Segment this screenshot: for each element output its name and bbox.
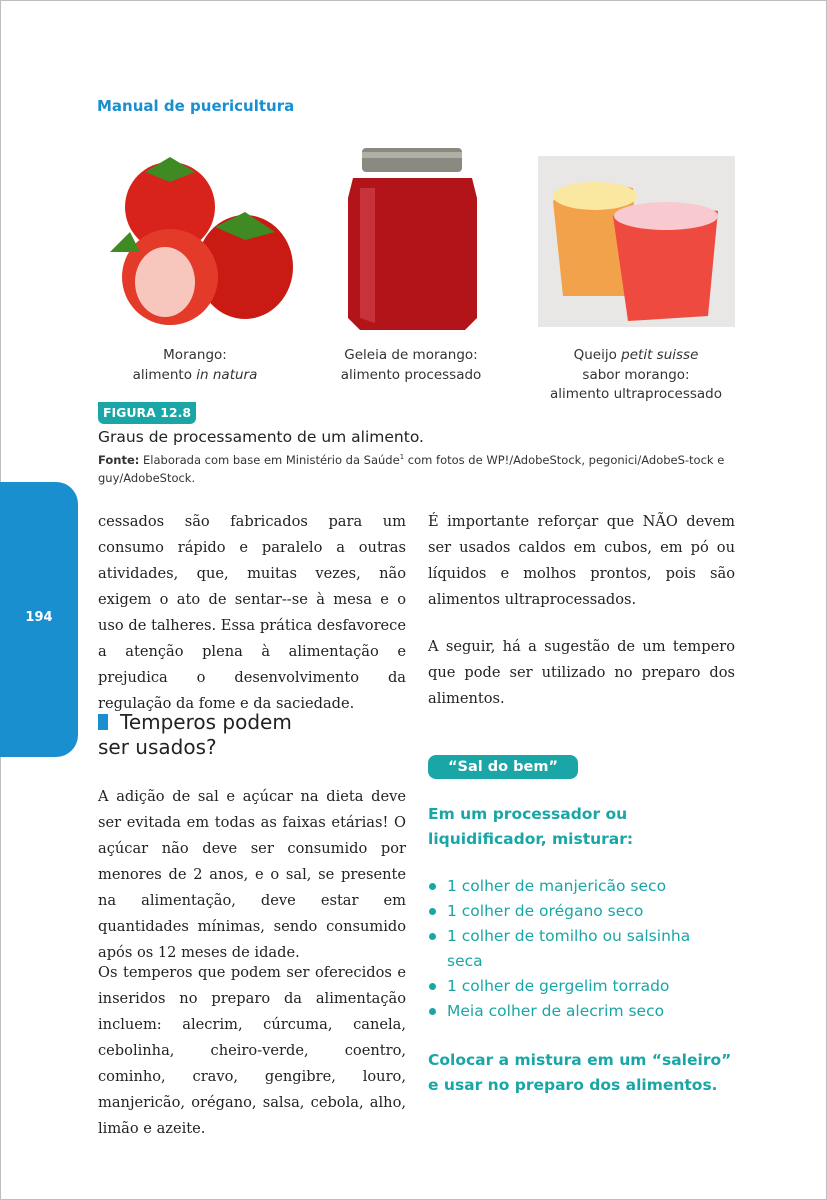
ingredient-list [428, 874, 728, 1024]
right-paragraph-2: A seguir, há a sugestão de um tempero que pode ser utilizado no preparo dos alimentos. [428, 638, 735, 707]
ingredient-text: 1 colher de gergelim torrado [447, 977, 670, 995]
bullet-icon [429, 933, 436, 940]
ingredient-text: 1 colher de orégano seco [447, 902, 644, 920]
list-item [428, 874, 728, 899]
recipe-badge: “Sal do bem” [428, 755, 578, 779]
ingredient-text: Meia colher de alecrim seco [447, 1002, 665, 1020]
caption-queijo [526, 346, 746, 405]
caption-line: Morango: [163, 347, 227, 363]
list-item [428, 924, 717, 974]
bullet-icon [429, 908, 436, 915]
bullet-icon [429, 1008, 436, 1015]
page-number: 194 [25, 610, 53, 625]
bullet-icon [429, 883, 436, 890]
figure-badge: FIGURA 12.8 [98, 402, 196, 424]
left-paragraph-1: cessados são fabricados para um consumo rápido e paralelo a outras atividades, que, muitas vezes, não exigem o ato de sentar--se à mesa e o uso de talheres. Essa prática desfavorece a atenção plena à alimentação e prejudica o desenvolvimento da regulação da fome e da saciedade. [98, 513, 406, 712]
recipe-intro: Em um processador ou liquidificador, misturar: [428, 805, 634, 848]
running-title: Manual de puericultura [97, 97, 295, 115]
list-item [428, 899, 728, 924]
strawberries-image [100, 152, 295, 327]
caption-line: Geleia de morango: [344, 347, 478, 363]
caption-line [85, 366, 305, 386]
figure-source [98, 448, 738, 487]
caption-geleia [301, 346, 521, 385]
list-item [428, 999, 728, 1024]
caption-line: alimento processado [340, 366, 482, 383]
list-item [428, 974, 728, 999]
left-paragraph-3: Os temperos que podem ser oferecidos e inseridos no preparo da alimentação incluem: alecrim, cúrcuma, canela, cebolinha, cheiro-verde, coentro, cominho, cravo, gengibre, louro, manjericão, orégano, salsa, cebola, alho, limão e azeite. [98, 964, 406, 1137]
recipe-closing: Colocar a mistura em um “saleiro” e usar no preparo dos alimentos. [428, 1051, 732, 1094]
heading-line: ser usados? [98, 735, 217, 759]
caption-line: sabor morango: [582, 366, 690, 383]
heading-marker-icon [98, 714, 108, 730]
caption-text: alimento [132, 366, 197, 383]
right-paragraph-1: É importante reforçar que NÃO devem ser usados caldos em cubos, em pó ou líquidos e molhos prontos, pois são alimentos ultraprocessados. [428, 513, 735, 608]
caption-line [526, 346, 746, 366]
source-text: com fotos de WP!/AdobeStock, pegonici/AdobeS-tock e guy/AdobeStock. [98, 452, 725, 485]
footnote-ref[interactable]: 1 [399, 453, 405, 461]
jam-jar-image [345, 148, 480, 333]
source-label: Fonte: [98, 452, 140, 467]
caption-italic: petit suisse [621, 347, 699, 363]
section-heading [98, 710, 292, 760]
bullet-icon [429, 983, 436, 990]
ingredient-text: 1 colher de tomilho ou salsinha seca [447, 927, 691, 970]
left-paragraph-2: A adição de sal e açúcar na dieta deve ser evitada em todas as faixas etárias! O açúcar não deve ser consumido por menores de 2 anos, e o sal, se presente na alimentação, deve estar em quantidades mínimas, sendo consumido após os 12 meses de idade. [98, 788, 406, 961]
caption-morango [85, 346, 305, 385]
caption-italic: in natura [196, 366, 258, 383]
caption-text: Queijo [573, 347, 622, 363]
source-text: Elaborada com base em Ministério da Saúde [139, 452, 400, 467]
caption-line: alimento ultraprocessado [549, 386, 723, 402]
petit-suisse-image [538, 156, 735, 327]
figure-title: Graus de processamento de um alimento. [98, 428, 424, 446]
ingredient-text: 1 colher de manjericão seco [447, 877, 667, 895]
heading-line: Temperos podem [120, 710, 292, 734]
